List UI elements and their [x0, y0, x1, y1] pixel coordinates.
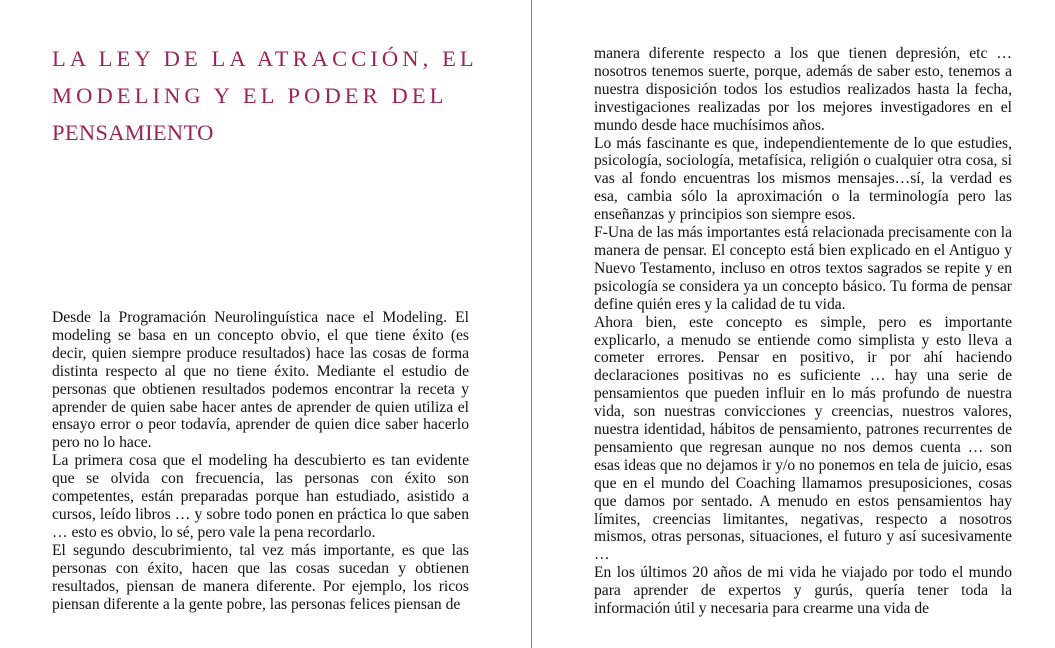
left-column-text [52, 309, 469, 613]
right-column-text [594, 45, 1012, 618]
paragraph: En los últimos 20 años de mi vida he viajado por todo el mundo para aprender de expertos y gurús, quería tener toda la información útil y necesaria para crearme una vida de [594, 564, 1012, 618]
paragraph: F-Una de las más importantes está relacionada precisamente con la manera de pensar. El concepto está bien explicado en el Antiguo y Nuevo Testamento, incluso en otros textos sagrados se repite y en psicología se considera ya un concepto básico. Tu forma de pensar define quién eres y la calidad de tu vida. [594, 224, 1012, 313]
paragraph: manera diferente respecto a los que tienen depresión, etc … nosotros tenemos suerte, porque, además de saber esto, tenemos a nuestra disposición todos los estudios realizados hasta la fecha, investigaciones realizadas por los mejores investigadores en el mundo desde hace muchísimos años. [594, 45, 1012, 134]
chapter-title-line: PENSAMIENTO [52, 120, 214, 145]
chapter-title [52, 40, 482, 151]
paragraph: Ahora bien, este concepto es simple, pero es importante explicarlo, a menudo se entiende como simplista y esto lleva a cometer errores. Pensar en positivo, ir por ahí haciendo declaraciones positivas no es suficiente … hay una serie de pensamientos que pueden influir en lo más profundo de nuestra vida, son nuestras convicciones y creencias, nuestros valores, nuestra identidad, hábitos de pensamiento, patrones recurrentes de pensamiento que regresan aunque no nos demos cuenta … son esas ideas que no dejamos ir y/o no ponemos en tela de juicio, esas que en el mundo del Coaching llamamos presuposiciones, cosas que damos por sentado. A menudo en estos pensamientos hay límites, creencias limitantes, negativas, respecto a nosotros mismos, otras personas, situaciones, el futuro y así sucesivamente … [594, 313, 1012, 564]
paragraph: El segundo descubrimiento, tal vez más importante, es que las personas con éxito, hacen que las cosas sucedan y obtienen resultados, piensan de manera diferente. Por ejemplo, los ricos piensan diferente a la gente pobre, las personas felices piensan de [52, 541, 469, 613]
paragraph: Desde la Programación Neurolinguística nace el Modeling. El modeling se basa en un concepto obvio, el que tiene éxito (es decir, quien siempre produce resultados) hace las cosas de forma distinta respecto al que no tiene éxito. Mediante el estudio de personas que obtienen resultados podemos encontrar la receta y aprender de quien sabe hacer antes de aprender de quien utiliza el ensayo error o peor todavía, aprender de quien dice saber hacerlo pero no lo hace. [52, 309, 469, 452]
paragraph: Lo más fascinante es que, independientemente de lo que estudies, psicología, sociología, metafísica, religión o cualquier otra cosa, si vas al fondo encuentras los mismos mensajes…sí, la verdad es esa, cambia sólo la aproximación o la terminología pero las enseñanzas y principios son siempre esos. [594, 134, 1012, 224]
chapter-title-line: MODELING Y EL PODER DEL [52, 83, 448, 108]
chapter-title-line: LA LEY DE LA ATRACCIÓN, EL [52, 46, 478, 71]
paragraph: La primera cosa que el modeling ha descubierto es tan evidente que se olvida con frecuencia, las personas con éxito son competentes, están preparadas porque han estudiado, asistido a cursos, leído libros … y sobre todo ponen en práctica lo que saben … esto es obvio, lo sé, pero vale la pena recordarlo. [52, 452, 469, 541]
